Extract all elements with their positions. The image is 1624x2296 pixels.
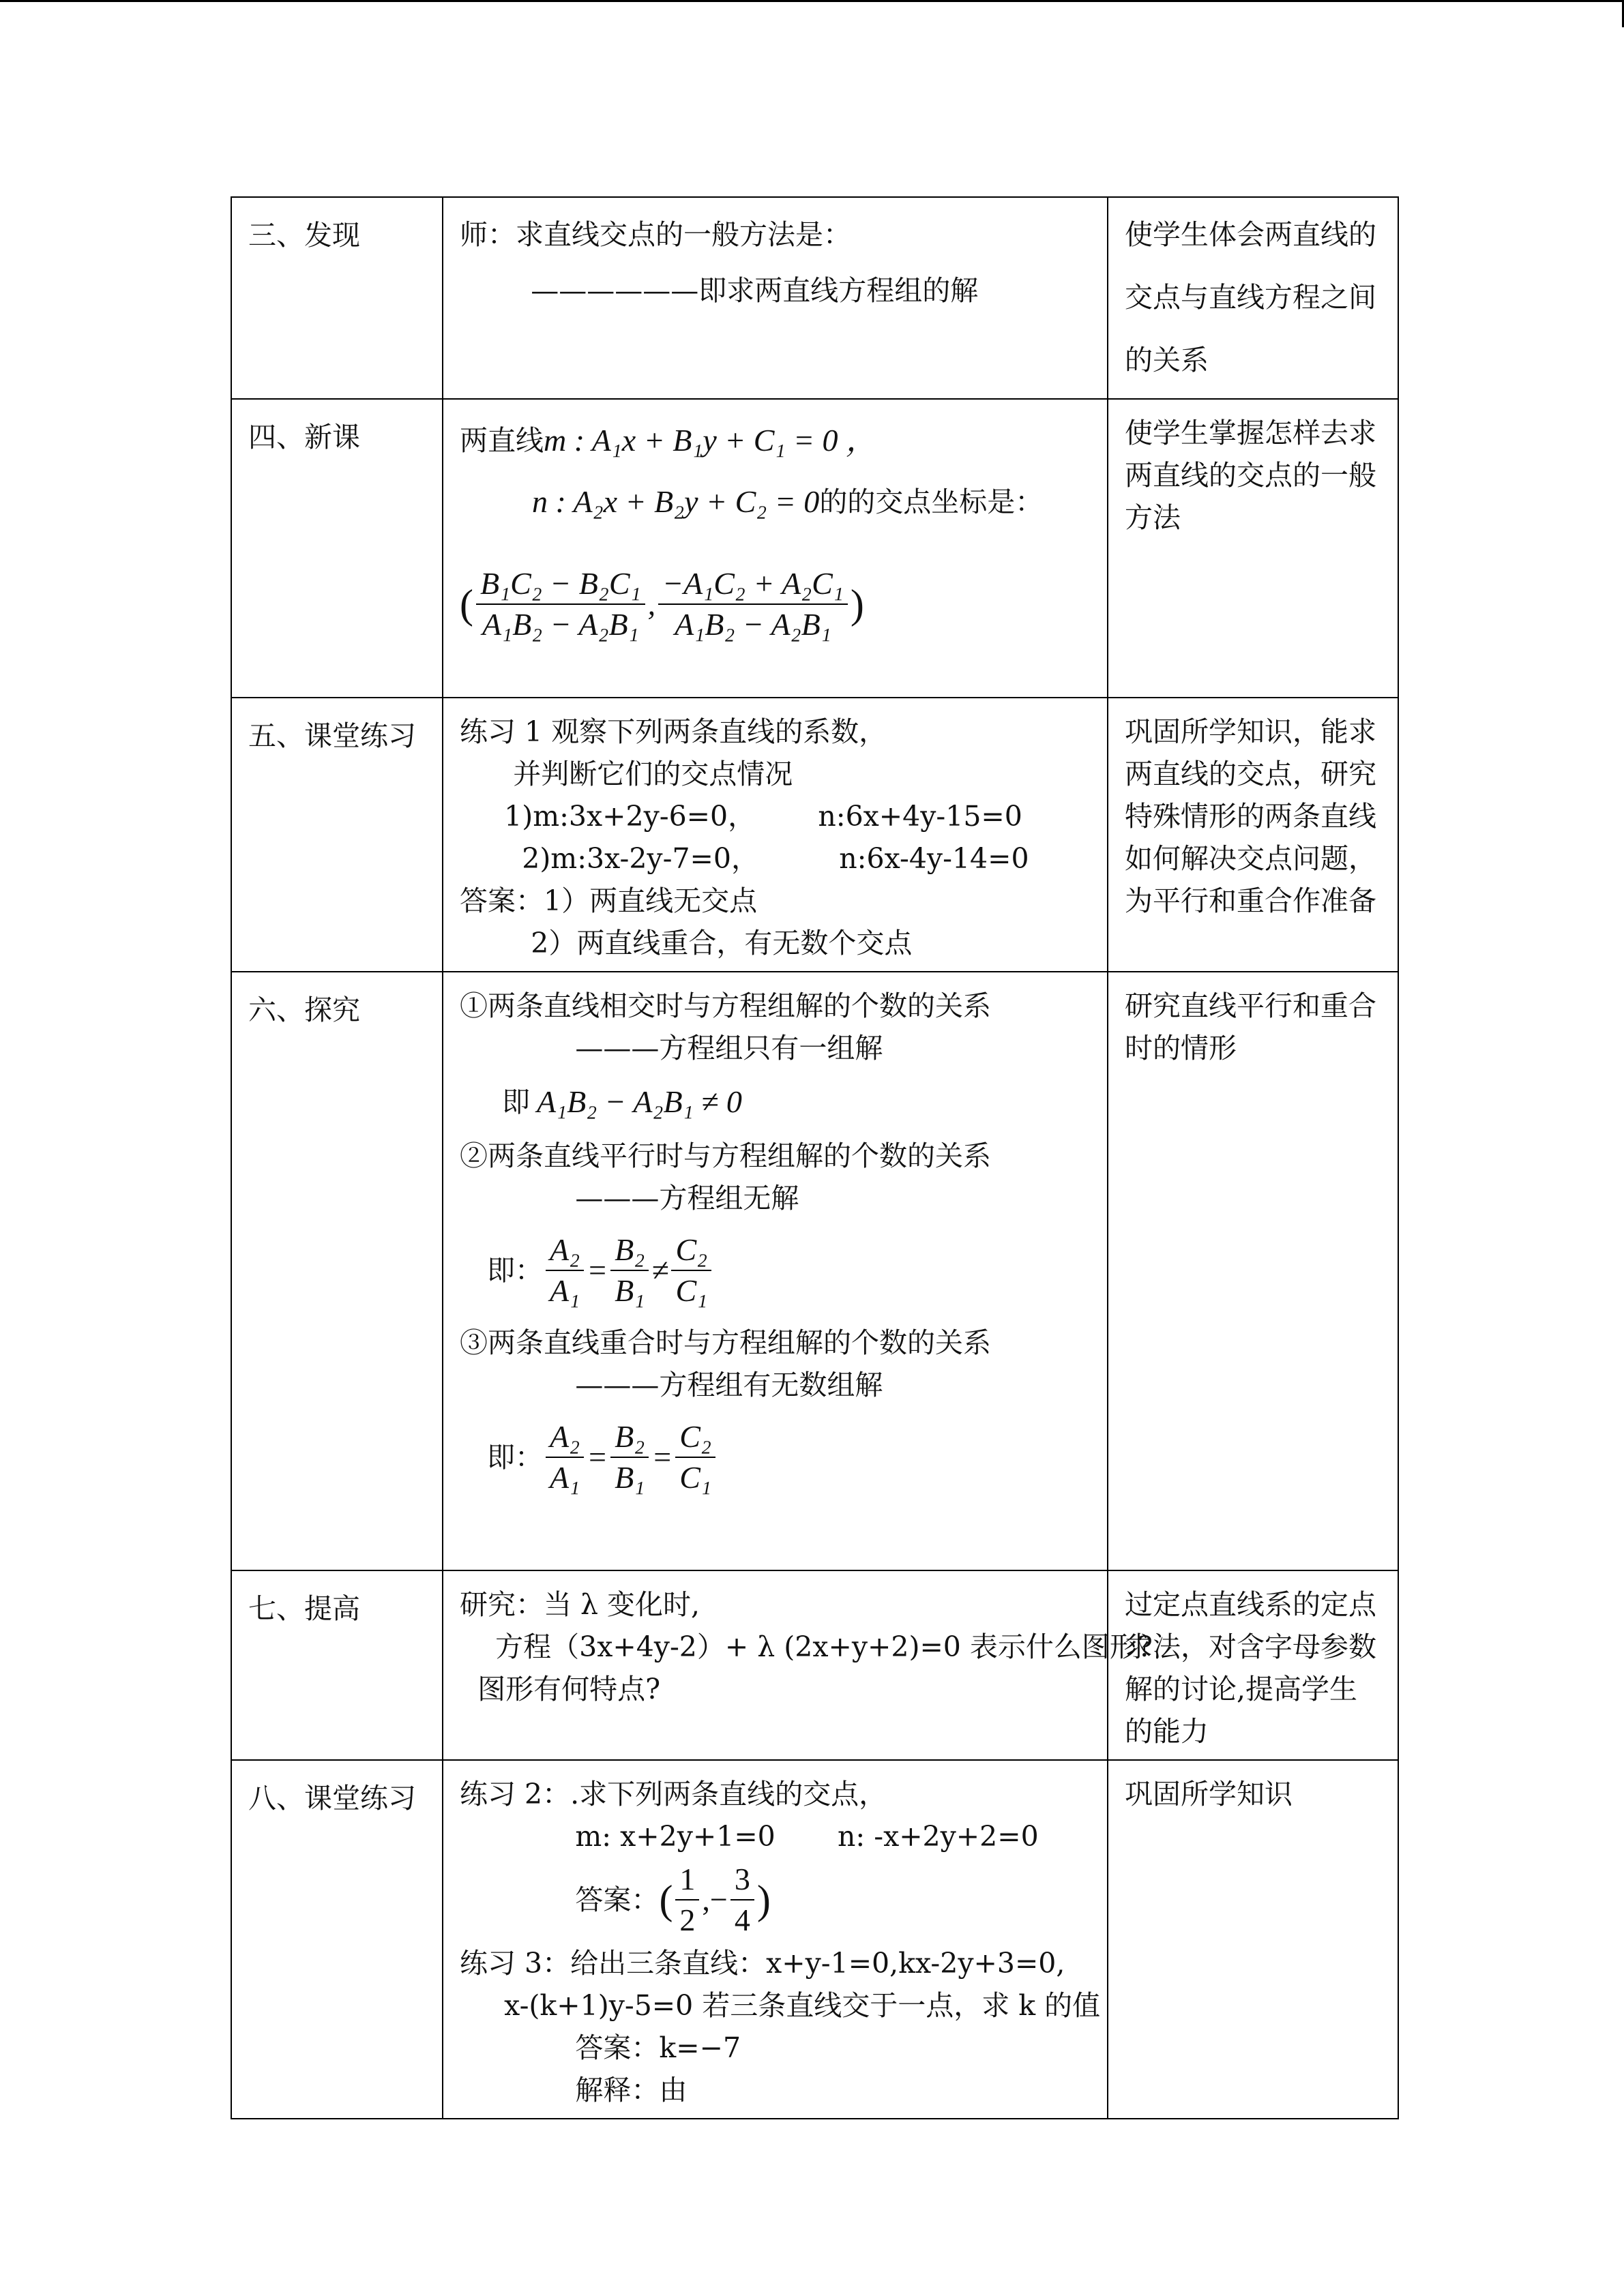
fraction-numerator: C₂ bbox=[671, 1230, 711, 1271]
content-line: 练习 3：给出三条直线：x+y-1=0,kx-2y+3=0, bbox=[460, 1947, 1065, 1980]
stage-label: 六、探究 bbox=[248, 994, 360, 1026]
operator: ≠ bbox=[651, 1253, 669, 1287]
equation-n: n : A₂x + B₂y + C₂ = 0 bbox=[532, 484, 820, 519]
purpose-line: 方法 bbox=[1125, 501, 1181, 534]
purpose-line: 巩固所学知识，能求 bbox=[1125, 715, 1376, 748]
fraction-denominator: A₁B₂ − A₂B₁ bbox=[482, 607, 639, 642]
fraction-denominator: B₁ bbox=[615, 1273, 645, 1308]
content-text: 即： bbox=[487, 1441, 543, 1474]
table-row bbox=[231, 698, 1398, 972]
content-line: ③两条直线重合时与方程组解的个数的关系 bbox=[460, 1326, 991, 1359]
fraction bbox=[610, 1230, 649, 1311]
fraction-denominator: C₁ bbox=[679, 1460, 711, 1495]
fraction-denominator: A₁ bbox=[550, 1460, 580, 1495]
comma: , bbox=[647, 586, 656, 621]
purpose-line: 特殊情形的两条直线 bbox=[1125, 800, 1376, 833]
purpose-line: 两直线的交点的一般 bbox=[1125, 459, 1376, 492]
fraction-numerator: −A₁C₂ + A₂C₁ bbox=[658, 564, 848, 605]
purpose-line: 使学生体会两直线的 bbox=[1125, 218, 1376, 251]
fraction-denominator: 2 bbox=[679, 1903, 696, 1937]
content-text: 答案： bbox=[460, 1883, 660, 1916]
content-line: 并判断它们的交点情况 bbox=[460, 758, 793, 790]
content-text: 的的交点坐标是： bbox=[819, 486, 1044, 518]
table-row bbox=[231, 972, 1398, 1570]
condition-intersect: A₁B₂ − A₂B₁ ≠ 0 bbox=[537, 1084, 742, 1119]
content-line: 图形有何特点? bbox=[460, 1673, 661, 1705]
fraction bbox=[675, 1417, 715, 1497]
fraction-numerator: A₂ bbox=[546, 1417, 584, 1458]
content-line: 1)m:3x+2y-6=0， n:6x+4y-15=0 bbox=[460, 800, 1022, 833]
equation-m: m : A₁x + B₁y + C₁ = 0 ， bbox=[544, 423, 878, 458]
purpose-line: 巩固所学知识 bbox=[1125, 1778, 1293, 1810]
purpose-line: 研究直线平行和重合 bbox=[1125, 989, 1376, 1022]
content-line: 2）两直线重合，有无数个交点 bbox=[460, 927, 913, 959]
fraction-denominator: 4 bbox=[734, 1903, 750, 1937]
fraction-numerator: 3 bbox=[730, 1860, 754, 1900]
fraction-denominator: C₁ bbox=[675, 1273, 708, 1308]
paren-close: ) bbox=[756, 1877, 771, 1922]
content-line: ———方程组无解 bbox=[460, 1182, 799, 1214]
purpose-line: 过定点直线系的定点 bbox=[1125, 1588, 1376, 1621]
content-line: 练习 1 观察下列两条直线的系数， bbox=[460, 715, 887, 748]
stage-label: 七、提高 bbox=[248, 1592, 360, 1625]
purpose-line: 两直线的交点，研究 bbox=[1125, 758, 1376, 790]
fraction bbox=[730, 1860, 754, 1940]
fraction-denominator: B₁ bbox=[615, 1460, 645, 1495]
fraction-numerator: B₂ bbox=[610, 1417, 649, 1458]
content-line: ———方程组有无数组解 bbox=[460, 1369, 883, 1401]
stage-label: 三、发现 bbox=[248, 219, 360, 252]
paren-open: ( bbox=[659, 1877, 673, 1922]
content-line: ———方程组只有一组解 bbox=[460, 1032, 883, 1064]
stage-label: 八、课堂练习 bbox=[248, 1782, 416, 1815]
lesson-plan-table bbox=[231, 196, 1399, 2119]
content-line: 答案：1）两直线无交点 bbox=[460, 884, 758, 917]
purpose-line: 如何解决交点问题， bbox=[1125, 842, 1376, 875]
purpose-line: 时的情形 bbox=[1125, 1032, 1237, 1064]
purpose-line: 求法，对含字母参数 bbox=[1125, 1630, 1376, 1663]
content-line: 2)m:3x-2y-7=0， n:6x-4y-14=0 bbox=[460, 842, 1029, 875]
separator: ,− bbox=[702, 1882, 728, 1917]
fraction-numerator: C₂ bbox=[675, 1417, 715, 1458]
purpose-line: 交点与直线方程之间 bbox=[1125, 281, 1376, 314]
purpose-line: 的能力 bbox=[1125, 1715, 1209, 1748]
coord-x-fraction bbox=[476, 564, 645, 644]
purpose-line: 为平行和重合作准备 bbox=[1125, 884, 1376, 917]
table-row bbox=[231, 399, 1398, 698]
purpose-line: 解的讨论,提高学生 bbox=[1125, 1673, 1358, 1705]
fraction-numerator: A₂ bbox=[546, 1230, 584, 1271]
fraction bbox=[610, 1417, 649, 1497]
content-text: 即： bbox=[487, 1254, 543, 1287]
fraction bbox=[546, 1230, 584, 1311]
fraction-numerator: B₂ bbox=[610, 1230, 649, 1271]
fraction-denominator: A₁ bbox=[550, 1273, 580, 1308]
table-row bbox=[231, 197, 1398, 399]
content-line: 方程（3x+4y-2）+ λ (2x+y+2)=0 表示什么图形? bbox=[460, 1630, 1153, 1663]
content-line: 答案：k=−7 bbox=[460, 2031, 741, 2064]
fraction-numerator: B₁C₂ − B₂C₁ bbox=[476, 564, 645, 605]
operator: = bbox=[651, 1440, 673, 1474]
fraction-denominator: A₁B₂ − A₂B₁ bbox=[675, 607, 831, 642]
content-text: 两直线 bbox=[460, 424, 544, 457]
content-line: 解释：由 bbox=[460, 2074, 688, 2106]
content-text: 即 bbox=[502, 1086, 530, 1118]
purpose-line: 使学生掌握怎样去求 bbox=[1125, 417, 1376, 449]
stage-label: 四、新课 bbox=[248, 421, 360, 453]
content-line: m: x+2y+1=0 n: -x+2y+2=0 bbox=[460, 1820, 1039, 1853]
table-row bbox=[231, 1760, 1398, 2119]
fraction bbox=[546, 1417, 584, 1497]
purpose-line: 的关系 bbox=[1125, 344, 1209, 376]
content-line: 研究：当 λ 变化时, bbox=[460, 1588, 700, 1621]
content-line: 练习 2：.求下列两条直线的交点， bbox=[460, 1778, 887, 1810]
table-row bbox=[231, 1570, 1398, 1760]
content-line: ①两条直线相交时与方程组解的个数的关系 bbox=[460, 989, 991, 1022]
content-line: ②两条直线平行时与方程组解的个数的关系 bbox=[460, 1139, 991, 1172]
page-top-border bbox=[0, 0, 1624, 2]
stage-label: 五、课堂练习 bbox=[248, 719, 416, 752]
fraction bbox=[675, 1860, 699, 1940]
paren-close: ) bbox=[850, 582, 864, 627]
content-line: x-(k+1)y-5=0 若三条直线交于一点，求 k 的值 bbox=[460, 1989, 1101, 2022]
fraction-numerator: 1 bbox=[675, 1860, 699, 1900]
paren-open: ( bbox=[460, 582, 473, 627]
fraction bbox=[671, 1230, 711, 1311]
content-line: ——————即求两直线方程组的解 bbox=[460, 274, 979, 307]
content-line: 师：求直线交点的一般方法是： bbox=[460, 218, 851, 251]
operator: = bbox=[587, 1440, 608, 1474]
operator: = bbox=[587, 1253, 608, 1287]
coord-y-fraction bbox=[658, 564, 848, 644]
